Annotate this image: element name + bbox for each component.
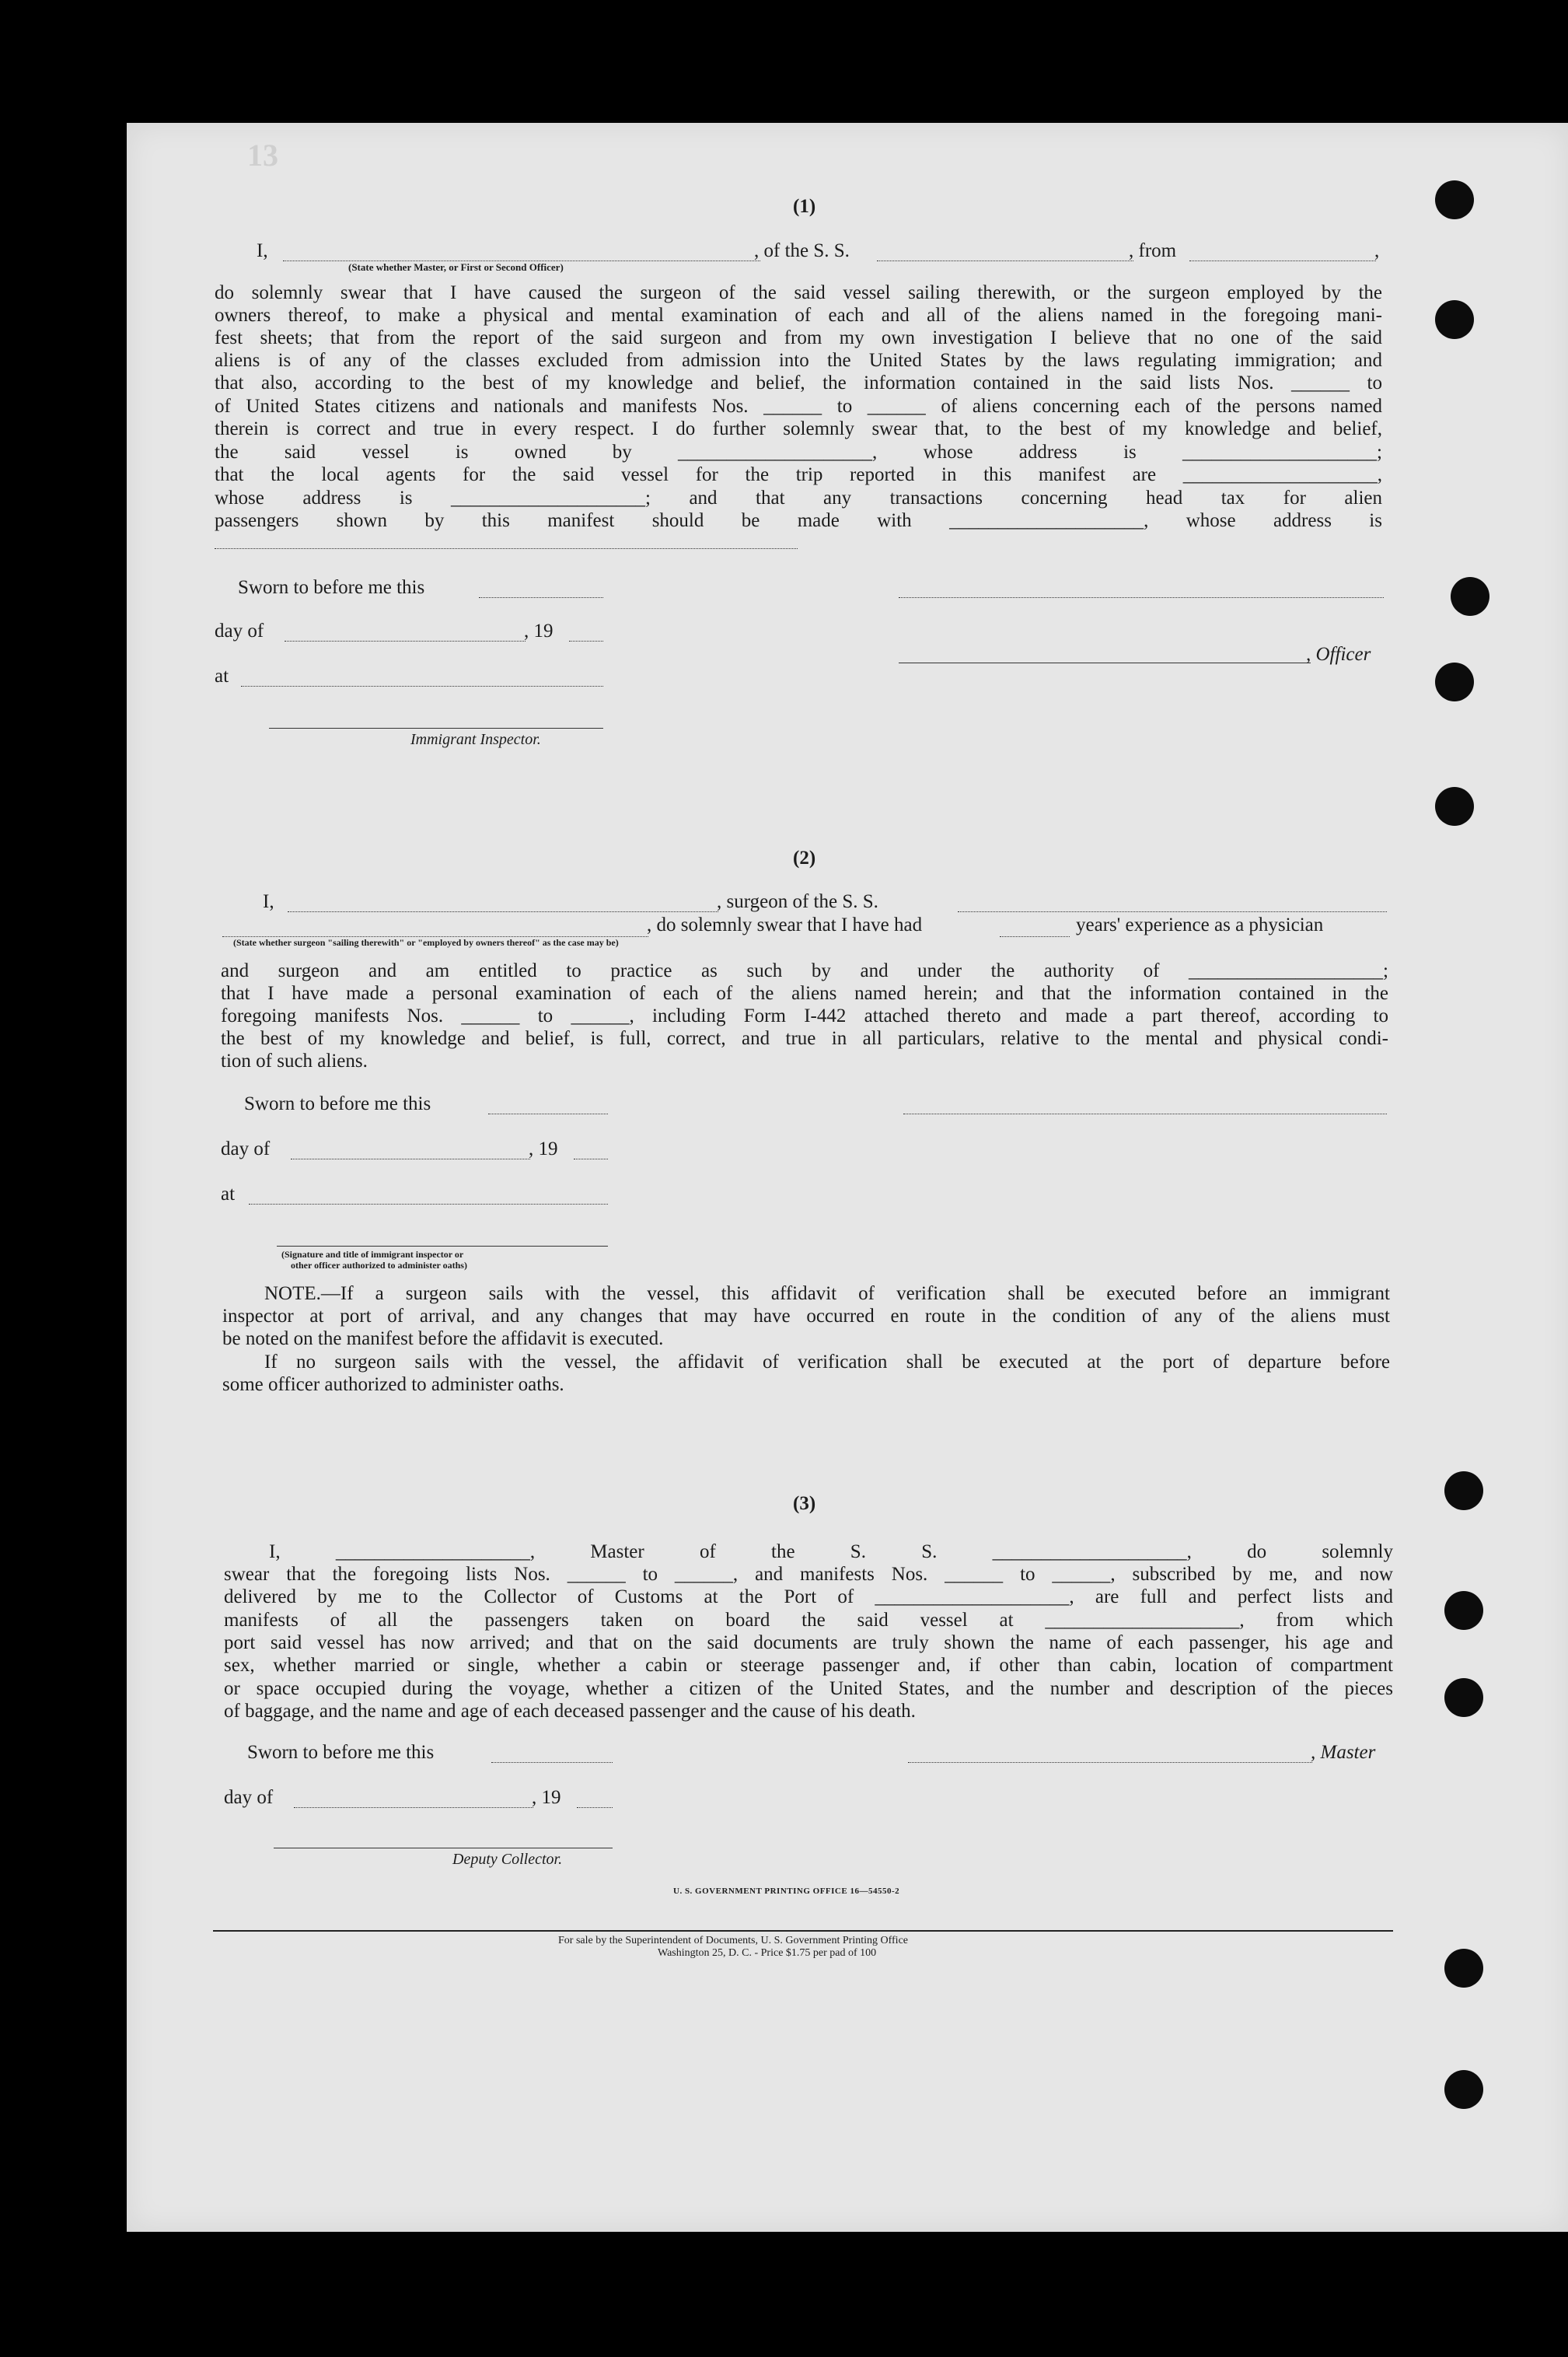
s2-year-label: , 19 bbox=[529, 1138, 558, 1159]
s1-day-field bbox=[285, 641, 526, 642]
printing-office-line: U. S. GOVERNMENT PRINTING OFFICE 16—54550-2 bbox=[673, 1887, 900, 1896]
s2-i-label: I, bbox=[263, 891, 274, 912]
s2-surgeon-name-field bbox=[288, 911, 718, 912]
s1-body-line-10: whose address is ____________________; and that any transactions concerning head tax for alien bbox=[215, 488, 1382, 509]
s2-swear-label: , do solemnly swear that I have had bbox=[647, 914, 923, 935]
s3-year-label: , 19 bbox=[532, 1787, 561, 1808]
s1-body-line-7: therein is correct and true in every respect. I do further solemnly swear that, to the best of my knowledge and belief, bbox=[215, 418, 1382, 439]
s1-body-line-11: passengers shown by this manifest should be made with ____________________, whose address is bbox=[215, 510, 1382, 531]
s1-i-label: I, bbox=[257, 240, 268, 261]
binder-hole-10 bbox=[1444, 2070, 1483, 2109]
s1-from-label: , from bbox=[1129, 240, 1177, 261]
binder-hole-9 bbox=[1444, 1949, 1483, 1988]
binder-hole-1 bbox=[1435, 180, 1474, 219]
s1-year-field bbox=[569, 641, 603, 642]
s2-note2-line-1: If no surgeon sails with the vessel, the affidavit of verification shall be executed at the port of departure before bbox=[264, 1352, 1390, 1373]
binder-hole-6 bbox=[1444, 1471, 1483, 1510]
s3-body-line-5: port said vessel has now arrived; and that on the said documents are truly shown the name of each passenger, his age and bbox=[224, 1632, 1393, 1653]
footer-rule bbox=[213, 1930, 1393, 1932]
s3-sworn-field bbox=[491, 1762, 613, 1763]
s1-year-label: , 19 bbox=[524, 621, 554, 642]
s2-vessel-field bbox=[958, 911, 1387, 912]
s2-body-line-5: tion of such aliens. bbox=[221, 1051, 368, 1072]
s2-sworn-label: Sworn to before me this bbox=[244, 1093, 431, 1114]
s1-body-line-3: fest sheets; that from the report of the said surgeon and from my own investigation I believe that no one of the said bbox=[215, 327, 1382, 348]
s3-day-field bbox=[294, 1807, 533, 1808]
ghost-stamp-number: 13 bbox=[247, 138, 278, 173]
s1-sworn-field bbox=[479, 597, 603, 598]
s2-note-line-2: inspector at port of arrival, and any changes that may have occurred en route in the condition of any of the aliens must bbox=[222, 1306, 1390, 1327]
s1-body-line-4: aliens is of any of the classes excluded from admission into the United States by the laws regulating immigration; and bbox=[215, 350, 1382, 371]
s2-years-label: years' experience as a physician bbox=[1076, 914, 1324, 935]
s3-master-signature-line bbox=[908, 1762, 1312, 1763]
s1-body-line-9: that the local agents for the said vessel for the trip reported in this manifest are ____________________, bbox=[215, 464, 1382, 485]
s1-day-of-label: day of bbox=[215, 621, 264, 642]
sale-line-2: Washington 25, D. C. - Price $1.75 per pad of 100 bbox=[658, 1947, 877, 1959]
s2-body-line-4: the best of my knowledge and belief, is full, correct, and true in all particulars, relative to the mental and physical condi- bbox=[221, 1028, 1388, 1049]
section-1-heading: (1) bbox=[793, 196, 816, 217]
s2-note-line-1: NOTE.—If a surgeon sails with the vessel, this affidavit of verification shall be executed before an immigrant bbox=[264, 1283, 1390, 1304]
s3-day-of-label: day of bbox=[224, 1787, 274, 1808]
s2-day-of-label: day of bbox=[221, 1138, 271, 1159]
s3-sworn-label: Sworn to before me this bbox=[247, 1742, 435, 1763]
s1-line1-end: , bbox=[1374, 240, 1380, 261]
binder-hole-8 bbox=[1444, 1678, 1483, 1717]
binder-hole-4 bbox=[1435, 663, 1474, 701]
s3-body-line-4: manifests of all the passengers taken on board the said vessel at ____________________, from which bbox=[224, 1610, 1393, 1631]
s1-body-line-1: do solemnly swear that I have caused the surgeon of the said vessel sailing therewith, or the surgeon employed by the bbox=[215, 282, 1382, 303]
s2-body-line-2: that I have made a personal examination of each of the aliens named herein; and that the information contained in the bbox=[221, 983, 1388, 1004]
s2-sig-note-1: (Signature and title of immigrant inspector or bbox=[281, 1249, 464, 1260]
sale-line-1: For sale by the Superintendent of Documents, U. S. Government Printing Office bbox=[558, 1935, 908, 1946]
s2-surgeon-label: , surgeon of the S. S. bbox=[717, 891, 878, 912]
s2-note2-line-2: some officer authorized to administer oaths. bbox=[222, 1374, 564, 1395]
section-3-heading: (3) bbox=[793, 1493, 816, 1514]
s2-at-field bbox=[249, 1204, 608, 1205]
s2-sig-note-2: other officer authorized to administer oaths) bbox=[291, 1260, 467, 1271]
s3-year-field bbox=[577, 1807, 613, 1808]
s3-body-line-8: of baggage, and the name and age of each deceased passenger and the cause of his death. bbox=[224, 1701, 916, 1722]
section-2-heading: (2) bbox=[793, 848, 816, 869]
s1-address-field bbox=[215, 548, 798, 549]
s3-body-line-6: sex, whether married or single, whether a cabin or steerage passenger and, if other than cabin, location of compartment bbox=[224, 1655, 1393, 1676]
s3-body-line-1: I, ____________________, Master of the S. S. ____________________, do solemnly bbox=[269, 1541, 1393, 1562]
s1-at-label: at bbox=[215, 666, 229, 687]
s2-body-line-1: and surgeon and am entitled to practice as such by and under the authority of ____________________; bbox=[221, 960, 1388, 981]
s3-body-line-3: delivered by me to the Collector of Customs at the Port of ____________________, are full and perfect lists and bbox=[224, 1586, 1393, 1607]
s1-officer-note: (State whether Master, or First or Second Officer) bbox=[348, 261, 564, 273]
s1-of-ss-label: , of the S. S. bbox=[754, 240, 850, 261]
s1-body-line-8: the said vessel is owned by ____________________, whose address is ____________________; bbox=[215, 442, 1382, 463]
binder-hole-3 bbox=[1451, 577, 1489, 616]
s3-master-label: , Master bbox=[1311, 1742, 1376, 1763]
s3-body-line-7: or space occupied during the voyage, whether a citizen of the United States, and the number and description of the pieces bbox=[224, 1678, 1393, 1699]
binder-hole-7 bbox=[1444, 1591, 1483, 1630]
s2-note-line-3: be noted on the manifest before the affidavit is executed. bbox=[222, 1328, 664, 1349]
s3-collector-label: Deputy Collector. bbox=[452, 1851, 563, 1868]
s3-body-line-2: swear that the foregoing lists Nos. ______ to ______, and manifests Nos. ______ to ______, subscribed by me, and now bbox=[224, 1564, 1393, 1585]
s1-body-line-2: owners thereof, to make a physical and mental examination of each and all of the aliens named in the foregoing mani- bbox=[215, 305, 1382, 326]
s2-at-label: at bbox=[221, 1184, 236, 1205]
s2-years-field bbox=[1000, 936, 1070, 937]
s1-officer-signature-top bbox=[899, 597, 1384, 598]
s1-inspector-label: Immigrant Inspector. bbox=[410, 731, 541, 748]
s2-body-line-3: foregoing manifests Nos. ______ to ______, including Form I-442 attached thereto and made a part thereof, according to bbox=[221, 1005, 1388, 1026]
s2-signature-line bbox=[277, 1246, 608, 1247]
s1-at-field bbox=[241, 686, 603, 687]
s1-officer-label: , Officer bbox=[1306, 644, 1371, 665]
s1-body-line-5: that also, according to the best of my knowledge and belief, the information contained in the said lists Nos. ______ to bbox=[215, 372, 1382, 393]
binder-hole-5 bbox=[1435, 787, 1474, 826]
s1-inspector-line bbox=[269, 728, 603, 729]
s1-sworn-label: Sworn to before me this bbox=[238, 577, 425, 598]
s1-body-line-6: of United States citizens and nationals and manifests Nos. ______ to ______ of aliens concerning each of the persons named bbox=[215, 396, 1382, 417]
s2-surgeon-note: (State whether surgeon "sailing therewith" or "employed by owners thereof" as the case may be) bbox=[233, 937, 619, 948]
binder-hole-2 bbox=[1435, 300, 1474, 339]
